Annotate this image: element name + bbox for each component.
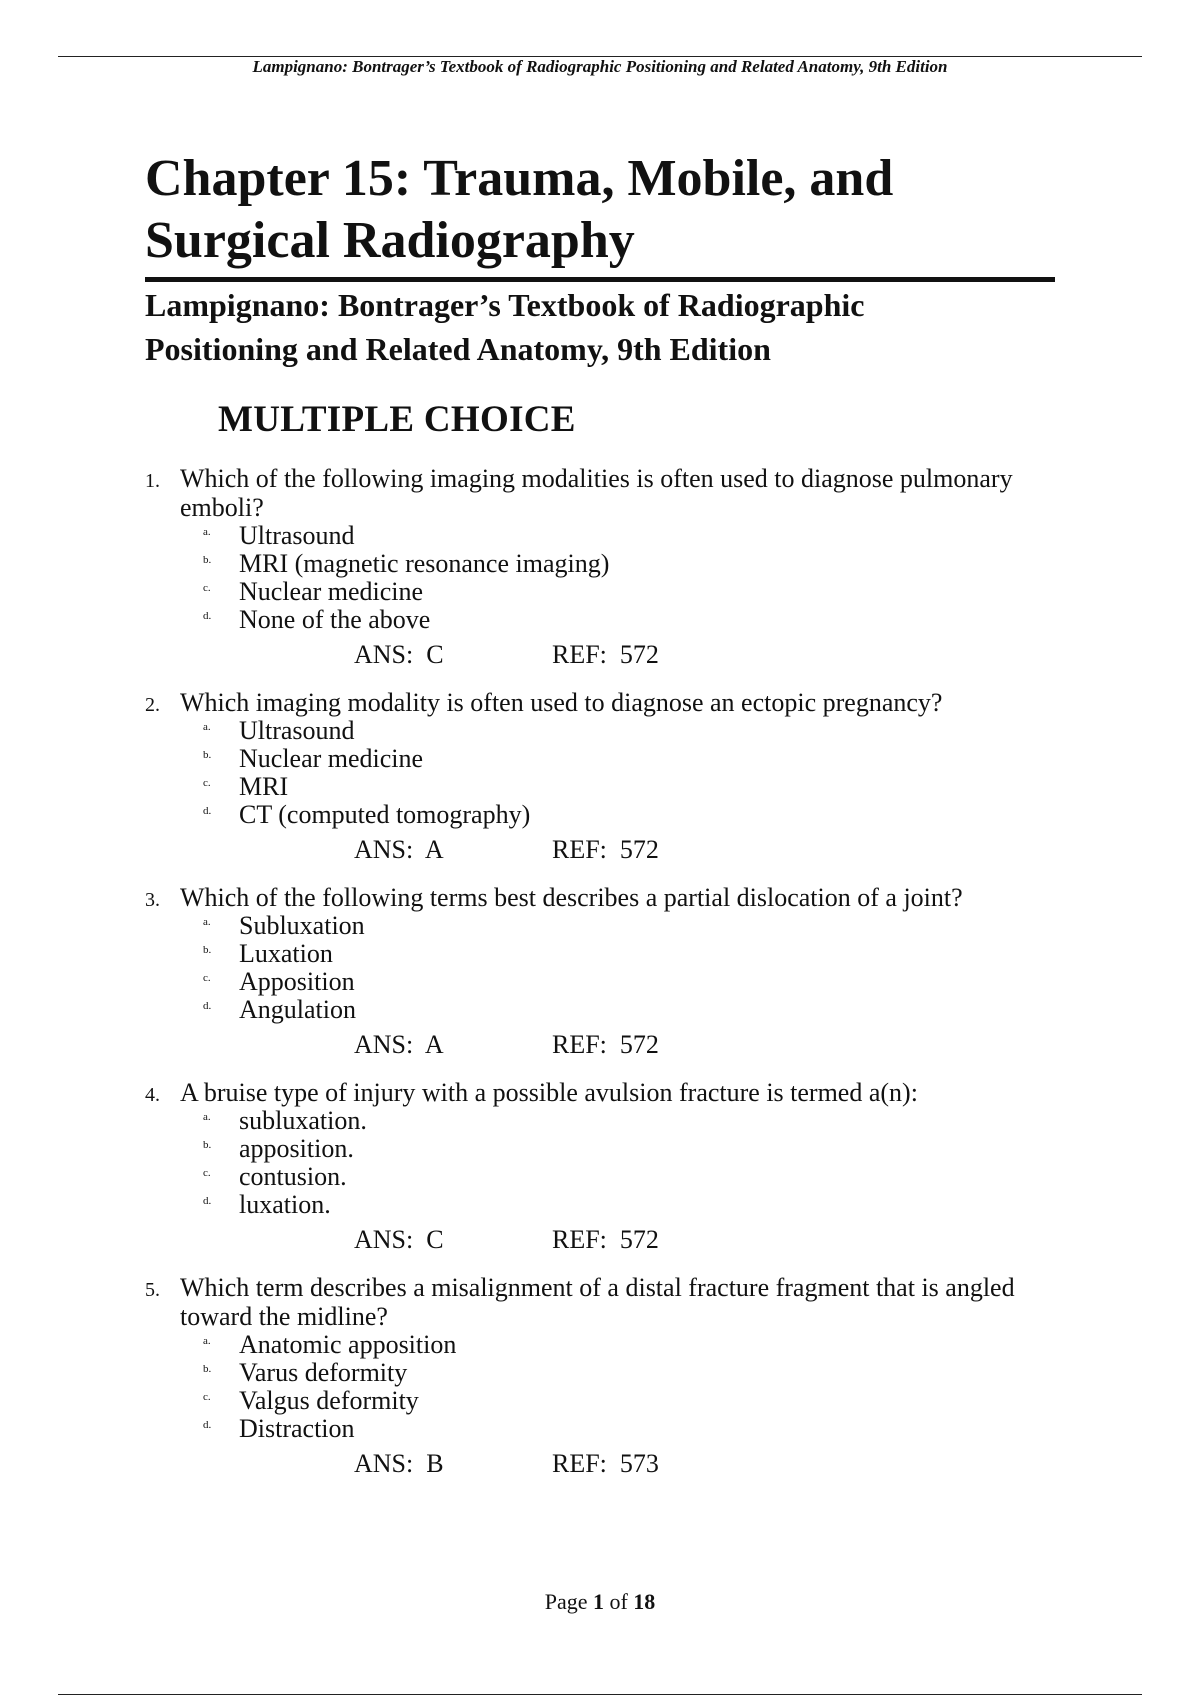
option-letter: b.	[203, 554, 212, 566]
option-letter: d.	[203, 805, 212, 817]
answer-value: A	[424, 835, 444, 864]
reference-label: REF:	[552, 1225, 607, 1254]
option-text: Subluxation	[239, 911, 365, 940]
option-a	[0, 1331, 1200, 1359]
reference-label: REF:	[552, 835, 607, 864]
option-text: Anatomic apposition	[239, 1330, 457, 1359]
book-title	[145, 283, 1065, 371]
question-number: 1.	[145, 470, 160, 492]
option-d	[0, 1415, 1200, 1443]
option-text: Ultrasound	[239, 521, 355, 550]
option-c	[0, 773, 1200, 801]
answer-label: ANS:	[354, 1449, 414, 1478]
answer-row	[0, 1223, 1200, 1257]
reference-label: REF:	[552, 640, 607, 669]
option-text: apposition.	[239, 1134, 354, 1163]
question-text: Which term describes a misalignment of a distal fracture fragment that is angled toward the midline?	[180, 1273, 1015, 1331]
answer-row	[0, 638, 1200, 672]
reference-value: 572	[619, 1030, 659, 1059]
answer-value: C	[426, 1225, 444, 1254]
option-list	[0, 1107, 1200, 1219]
reference	[552, 1447, 659, 1481]
question-5	[0, 1273, 1200, 1481]
reference	[552, 1028, 659, 1062]
option-letter: a.	[203, 916, 211, 928]
option-list	[0, 522, 1200, 634]
reference-value: 572	[619, 1225, 659, 1254]
question-number: 3.	[145, 889, 160, 911]
option-letter: b.	[203, 1363, 212, 1375]
option-text: MRI	[239, 772, 289, 801]
question-4	[0, 1078, 1200, 1257]
option-list	[0, 912, 1200, 1024]
option-letter: a.	[203, 1335, 211, 1347]
answer	[354, 833, 444, 867]
book-title-line-2: Positioning and Related Anatomy, 9th Edition	[145, 331, 771, 367]
answer-label: ANS:	[354, 1030, 414, 1059]
answer-value: A	[424, 1030, 444, 1059]
answer	[354, 1223, 444, 1257]
question-list	[0, 464, 1200, 1497]
option-text: subluxation.	[239, 1106, 367, 1135]
option-b	[0, 550, 1200, 578]
answer-label: ANS:	[354, 1225, 414, 1254]
option-letter: d.	[203, 610, 212, 622]
option-text: MRI (magnetic resonance imaging)	[239, 549, 610, 578]
current-page: 1	[592, 1589, 604, 1614]
option-text: Luxation	[239, 939, 333, 968]
option-letter: c.	[203, 1167, 211, 1179]
answer	[354, 1028, 444, 1062]
option-text: Distraction	[239, 1414, 355, 1443]
option-text: CT (computed tomography)	[239, 800, 531, 829]
option-d	[0, 1191, 1200, 1219]
question-text: Which of the following imaging modalities is often used to diagnose pulmonary emboli?	[180, 464, 1013, 522]
reference-value: 573	[619, 1449, 659, 1478]
reference	[552, 1223, 659, 1257]
option-c	[0, 968, 1200, 996]
question-3	[0, 883, 1200, 1062]
option-text: Angulation	[239, 995, 356, 1024]
reference-value: 572	[619, 640, 659, 669]
option-list	[0, 1331, 1200, 1443]
option-letter: c.	[203, 777, 211, 789]
footer-rule	[58, 1694, 1142, 1695]
question-number: 4.	[145, 1084, 160, 1106]
option-letter: b.	[203, 1139, 212, 1151]
option-letter: d.	[203, 1000, 212, 1012]
reference-label: REF:	[552, 1449, 607, 1478]
chapter-title-line-1: Chapter 15: Trauma, Mobile, and	[145, 150, 894, 207]
option-text: Varus deformity	[239, 1358, 408, 1387]
option-a	[0, 912, 1200, 940]
option-letter: a.	[203, 1111, 211, 1123]
question-text: A bruise type of injury with a possible avulsion fracture is termed a(n):	[180, 1078, 918, 1107]
option-letter: a.	[203, 526, 211, 538]
option-a	[0, 522, 1200, 550]
option-a	[0, 1107, 1200, 1135]
option-c	[0, 1387, 1200, 1415]
option-text: Nuclear medicine	[239, 744, 424, 773]
question-text: Which of the following terms best describes a partial dislocation of a joint?	[180, 883, 963, 912]
title-underline	[145, 277, 1055, 282]
question-1	[0, 464, 1200, 672]
option-a	[0, 717, 1200, 745]
option-c	[0, 578, 1200, 606]
question-text: Which imaging modality is often used to diagnose an ectopic pregnancy?	[180, 688, 943, 717]
option-b	[0, 1135, 1200, 1163]
answer-value: C	[426, 640, 444, 669]
option-text: Valgus deformity	[239, 1386, 419, 1415]
option-d	[0, 801, 1200, 829]
reference-label: REF:	[552, 1030, 607, 1059]
option-c	[0, 1163, 1200, 1191]
option-letter: a.	[203, 721, 211, 733]
option-letter: d.	[203, 1195, 212, 1207]
answer	[354, 1447, 444, 1481]
answer-value: B	[426, 1449, 444, 1478]
answer	[354, 638, 444, 672]
book-title-line-1: Lampignano: Bontrager’s Textbook of Radiographic	[145, 287, 865, 323]
chapter-title	[145, 148, 1045, 272]
option-text: Ultrasound	[239, 716, 355, 745]
option-letter: b.	[203, 749, 212, 761]
option-d	[0, 996, 1200, 1024]
option-text: Apposition	[239, 967, 355, 996]
option-text: luxation.	[239, 1190, 331, 1219]
running-header: Lampignano: Bontrager’s Textbook of Radiographic Positioning and Related Anatomy, 9th Edition	[252, 57, 948, 76]
section-heading: MULTIPLE CHOICE	[218, 399, 576, 440]
total-pages: 18	[633, 1589, 656, 1614]
question-2	[0, 688, 1200, 867]
reference	[552, 638, 659, 672]
question-number: 2.	[145, 694, 160, 716]
option-letter: c.	[203, 582, 211, 594]
page-label: Page	[544, 1589, 588, 1614]
answer-row	[0, 1447, 1200, 1481]
option-b	[0, 745, 1200, 773]
option-text: None of the above	[239, 605, 431, 634]
question-number: 5.	[145, 1279, 160, 1301]
option-letter: c.	[203, 972, 211, 984]
option-text: contusion.	[239, 1162, 347, 1191]
option-d	[0, 606, 1200, 634]
option-letter: c.	[203, 1391, 211, 1403]
option-b	[0, 940, 1200, 968]
answer-row	[0, 833, 1200, 867]
option-letter: d.	[203, 1419, 212, 1431]
answer-row	[0, 1028, 1200, 1062]
option-b	[0, 1359, 1200, 1387]
reference-value: 572	[619, 835, 659, 864]
page-number	[0, 1589, 1200, 1615]
option-list	[0, 717, 1200, 829]
of-label: of	[609, 1589, 628, 1614]
reference	[552, 833, 659, 867]
option-text: Nuclear medicine	[239, 577, 424, 606]
answer-label: ANS:	[354, 835, 414, 864]
answer-label: ANS:	[354, 640, 414, 669]
chapter-title-line-2: Surgical Radiography	[145, 212, 635, 269]
option-letter: b.	[203, 944, 212, 956]
